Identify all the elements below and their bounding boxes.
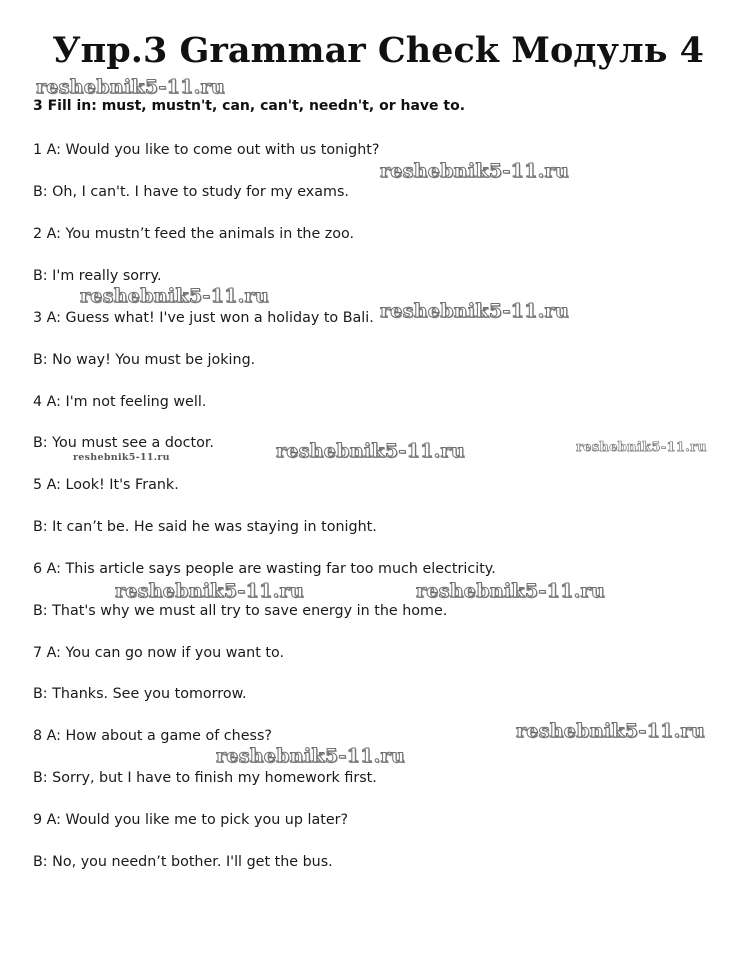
dialogue-line-9a: 9 A: Would you like me to pick you up later? [33, 812, 349, 828]
watermark: reshebnik5-11.ru [380, 300, 569, 322]
dialogue-line-4a: 4 A: I'm not feeling well. [33, 394, 207, 410]
dialogue-line-5b: B: It can’t be. He said he was staying in tonight. [33, 519, 377, 535]
dialogue-line-7a: 7 A: You can go now if you want to. [33, 645, 285, 661]
dialogue-line-2b: B: I'm really sorry. [33, 268, 162, 284]
dialogue-line-9b: B: No, you needn’t bother. I'll get the bus. [33, 854, 333, 870]
watermark: reshebnik5-11.ru [416, 580, 605, 602]
dialogue-line-4b: B: You must see a doctor. [33, 435, 214, 451]
dialogue-line-2a: 2 A: You mustn’t feed the animals in the zoo. [33, 226, 355, 242]
exercise-instruction: 3 Fill in: must, mustn't, can, can't, needn't, or have to. [33, 98, 466, 114]
watermark: reshebnik5-11.ru [36, 76, 225, 98]
dialogue-line-6a: 6 A: This article says people are wasting far too much electricity. [33, 561, 496, 577]
watermark: reshebnik5-11.ru [216, 745, 405, 767]
dialogue-line-8b: B: Sorry, but I have to finish my homework first. [33, 770, 377, 786]
dialogue-line-8a: 8 A: How about a game of chess? [33, 728, 272, 744]
dialogue-line-3b: B: No way! You must be joking. [33, 352, 256, 368]
dialogue-line-5a: 5 A: Look! It's Frank. [33, 477, 179, 493]
page-title: Упр.3 Grammar Check Модуль 4 [52, 30, 704, 71]
watermark: reshebnik5-11.ru [276, 440, 465, 462]
dialogue-line-1b: B: Oh, I can't. I have to study for my exams. [33, 184, 349, 200]
watermark: reshebnik5-11.ru [115, 580, 304, 602]
dialogue-line-3a: 3 A: Guess what! I've just won a holiday to Bali. [33, 310, 374, 326]
watermark: reshebnik5-11.ru [380, 160, 569, 182]
dialogue-line-6b: B: That's why we must all try to save energy in the home. [33, 603, 448, 619]
watermark: reshebnik5-11.ru [576, 440, 707, 455]
watermark: reshebnik5-11.ru [80, 285, 269, 307]
dialogue-line-1a: 1 A: Would you like to come out with us tonight? [33, 142, 380, 158]
dialogue-line-7b: B: Thanks. See you tomorrow. [33, 686, 247, 702]
watermark: reshebnik5-11.ru [73, 452, 170, 463]
watermark: reshebnik5-11.ru [516, 720, 705, 742]
